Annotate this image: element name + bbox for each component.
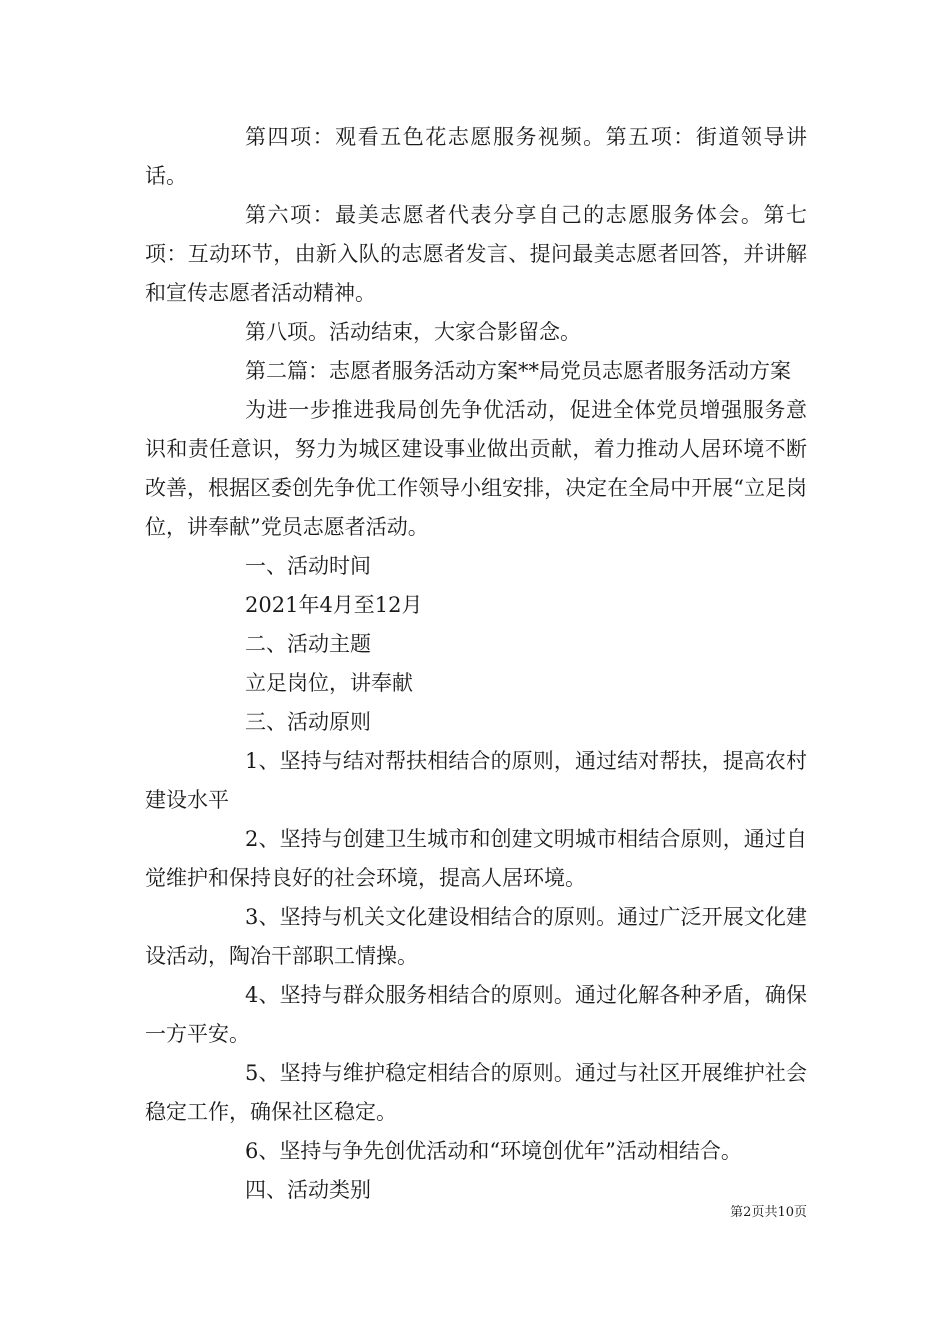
principle-item-3: 3、坚持与机关文化建设相结合的原则。通过广泛开展文化建设活动，陶冶干部职工情操。 [145,905,807,968]
principle-item-2: 2、坚持与创建卫生城市和创建文明城市相结合原则，通过自觉维护和保持良好的社会环境，提高人居环境。 [145,827,807,890]
activity-time-value: 2021年4月至12月 [245,593,423,617]
heading-activity-time: 一、活动时间 [245,554,371,578]
paragraph-item-8: 第八项。活动结束，大家合影留念。 [245,320,581,344]
page-number-footer: 第2页共10页 [730,1205,807,1220]
document-body [145,118,807,1210]
activity-theme-value: 立足岗位，讲奉献 [245,671,413,695]
paragraph-item-6: 第六项：最美志愿者代表分享自己的志愿服务体会。第七项：互动环节，由新入队的志愿者发言、提问最美志愿者回答，并讲解和宣传志愿者活动精神。 [145,203,807,305]
principle-item-4: 4、坚持与群众服务相结合的原则。通过化解各种矛盾，确保一方平安。 [145,983,807,1046]
intro-paragraph: 为进一步推进我局创先争优活动，促进全体党员增强服务意识和责任意识，努力为城区建设事业做出贡献，着力推动人居环境不断改善，根据区委创先争优工作领导小组安排，决定在全局中开展“立足岗位，讲奉献”党员志愿者活动。 [145,398,807,539]
heading-activity-principles: 三、活动原则 [245,710,371,734]
heading-activity-categories: 四、活动类别 [245,1178,371,1202]
heading-activity-theme: 二、活动主题 [245,632,371,656]
principle-item-1: 1、坚持与结对帮扶相结合的原则，通过结对帮扶，提高农村建设水平 [145,749,807,812]
section-title-second-plan: 第二篇：志愿者服务活动方案**局党员志愿者服务活动方案 [245,359,791,383]
principle-item-6: 6、坚持与争先创优活动和“环境创优年”活动相结合。 [245,1139,742,1163]
paragraph-item-4: 第四项：观看五色花志愿服务视频。第五项：街道领导讲话。 [145,125,807,188]
principle-item-5: 5、坚持与维护稳定相结合的原则。通过与社区开展维护社会稳定工作，确保社区稳定。 [145,1061,807,1124]
